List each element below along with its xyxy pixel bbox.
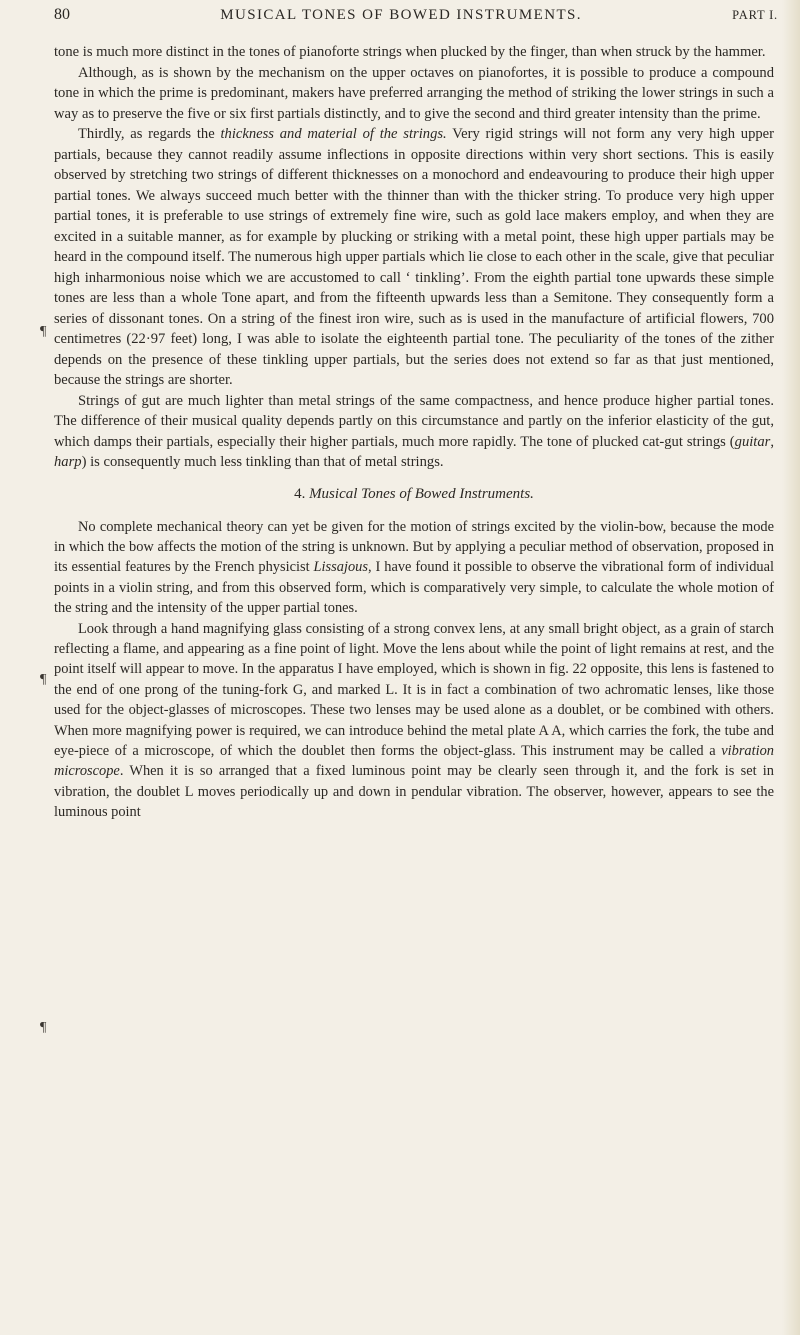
- section-title: Musical Tones of Bowed Instruments.: [309, 485, 534, 502]
- p4-text-b: ,: [770, 433, 774, 450]
- paragraph-3: [54, 124, 774, 391]
- section-heading: [54, 483, 774, 505]
- paragraph-6: [54, 619, 774, 823]
- p4-emphasis-guitar: guitar: [734, 433, 771, 450]
- running-title: MUSICAL TONES OF BOWED INSTRUMENTS.: [220, 7, 582, 23]
- p3-text-a: Thirdly, as regards the: [78, 126, 221, 142]
- p6-text-a: Look through a hand magnifying glass consisting of a strong convex lens, at any small bright object, as a grain of starch reflecting a flame, and appearing as a fine point of light. Move the lens about while the point of light remains at rest, and the point itself will appear to move. In the apparatus I have employed, which is shown in fig. 22 opposite, this lens is fastened to the end of one prong of the tuning-fork G, and marked L. It is in fact a combination of two achromatic lenses, like those used for the object-glasses of microscopes. These two lenses may be used alone as a doublet, or be combined with others. When more magnifying power is required, we can introduce behind the metal plate A A, which carries the fork, the tube and eye-piece of a microscope, of which the doublet then forms the object-glass. This instrument may be called a: [54, 620, 774, 759]
- paragraph-4: [54, 391, 774, 473]
- margin-mark-3: ¶: [40, 1020, 47, 1035]
- p3-text-b: Very rigid strings will not form any very high upper partials, because they cannot readily assume inflections in opposite directions within very short sections. This is easily observed by stretching two strings of different thicknesses on a monochord and endeavouring to produce their high upper partial tones. We always succeed much better with the thinner than with the thicker string. To produce very high upper partial tones, it is preferable to use strings of extremely fine wire, such as gold lace makers employ, and when they are excited in a suitable manner, as for example by plucking or striking with a metal point, these high upper partials may be heard in the compound itself. The numerous high upper partials which lie close to each other in the scale, give that peculiar high inharmonious noise which we are accustomed to call ‘ tinkling’. From the eighth partial tone upwards these simple tones are less than a whole Tone apart, and from the fifteenth upwards less than a Semitone. They consequently form a series of dissonant tones. On a string of the finest iron wire, such as is used in the manufacture of artificial flowers, 700 centimetres (22·97 feet) long, I was able to isolate the eighteenth partial tone. The peculiarity of the tones of the zither depends on the presence of these tinkling upper partials, but the series does not extend so far as that just mentioned, because the strings are shorter.: [54, 126, 775, 388]
- p4-text-c: ) is consequently much less tinkling than that of metal strings.: [81, 454, 444, 470]
- p4-emphasis-harp: harp: [54, 454, 82, 470]
- margin-mark-1: ¶: [40, 324, 47, 339]
- p6-emphasis: vibration microscope: [54, 742, 774, 780]
- paragraph-1: tone is much more distinct in the tones of pianoforte strings when plucked by the finger, than when struck by the hammer.: [54, 44, 766, 60]
- p6-text-b: . When it is so arranged that a fixed luminous point may be clearly seen through it, and the fork is set in vibration, the doublet L moves periodically up and down in pendular vibration. The observer, however, appears to see the luminous point: [54, 763, 774, 821]
- page-edge-shadow: [782, 0, 800, 1335]
- text-body: [54, 42, 774, 823]
- section-number: 4.: [294, 485, 310, 502]
- p4-text-a: Strings of gut are much lighter than metal strings of the same compactness, and hence produce higher partial tones. The difference of their musical quality depends partly on this circumstance and partly on the inferior elasticity of the gut, which damps their partials, especially their higher partials, much more rapidly. The tone of plucked cat-gut strings (: [54, 392, 774, 450]
- p5-text-b: , I have found it possible to observe the vibrational form of individual points in a violin string, and from this observed form, which is comparatively very simple, to calculate the whole motion of the string and the intensity of the upper partial tones.: [54, 559, 774, 617]
- running-head: [54, 6, 778, 32]
- margin-mark-2: ¶: [40, 672, 47, 687]
- p5-emphasis: Lissajous: [313, 559, 368, 576]
- part-label: PART I.: [732, 8, 778, 22]
- p3-emphasis: thickness and material of the strings.: [220, 126, 447, 142]
- p5-text-a: No complete mechanical theory can yet be given for the motion of strings excited by the violin-bow, because the mode in which the bow affects the motion of the string is unknown. But by applying a peculiar method of observation, proposed in its essential features by the French physicist: [54, 518, 774, 576]
- paragraph-2: Although, as is shown by the mechanism on the upper octaves on pianofortes, it is possible to produce a compound tone in which the prime is predominant, makers have preferred arranging the method of striking the lower strings in such a way as to preserve the five or six first partials distinctly, and to give the second and third greater intensity than the prime.: [54, 64, 774, 122]
- page-number: 80: [54, 6, 70, 23]
- paragraph-5: [54, 517, 774, 619]
- book-page: [54, 0, 778, 1335]
